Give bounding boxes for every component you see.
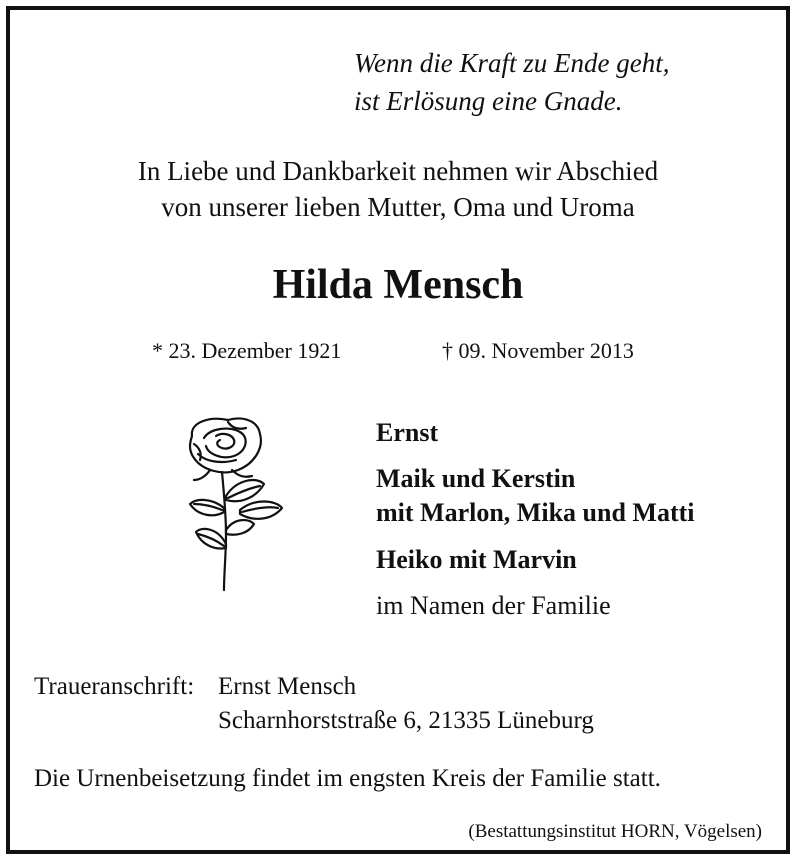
address-label: Traueranschrift: — [34, 673, 195, 700]
address-street: Scharnhorststraße 6, 21335 Lüneburg — [218, 707, 594, 734]
intro-line-2: von unserer lieben Mutter, Oma und Uroma — [161, 192, 635, 222]
address-name: Ernst Mensch — [218, 673, 357, 700]
family-closing: im Namen der Familie — [376, 591, 611, 620]
family-member-3: mit Marlon, Mika und Matti — [376, 498, 695, 527]
family-member-2: Maik und Kerstin — [376, 464, 576, 493]
rose-icon — [180, 414, 290, 594]
deceased-name: Hilda Mensch — [272, 262, 524, 308]
intro-line-1: In Liebe und Dankbarkeit nehmen wir Abschied — [137, 156, 659, 186]
death-date: † 09. November 2013 — [442, 338, 634, 363]
undertaker-credit: (Bestattungsinstitut HORN, Vögelsen) — [468, 821, 762, 842]
ceremony-text: Die Urnenbeisetzung findet im engsten Kreis der Familie statt. — [34, 765, 661, 792]
quote-line-2: ist Erlösung eine Gnade. — [354, 86, 623, 116]
family-member-1: Ernst — [376, 418, 439, 447]
family-member-4: Heiko mit Marvin — [376, 545, 577, 574]
birth-date: * 23. Dezember 1921 — [152, 338, 342, 363]
quote-line-1: Wenn die Kraft zu Ende geht, — [354, 48, 670, 78]
obituary-notice — [6, 6, 790, 854]
